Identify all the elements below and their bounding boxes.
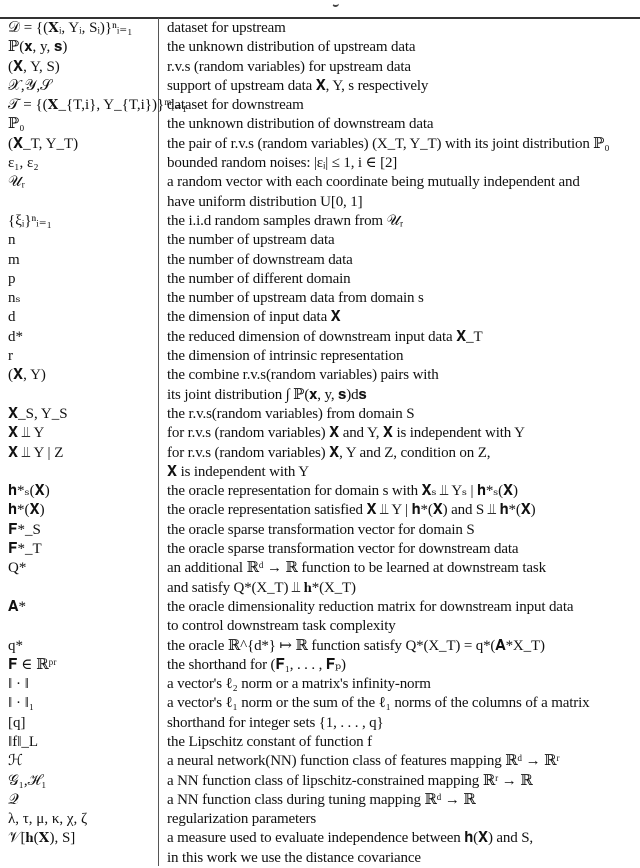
notation-symbol: ℋ	[8, 753, 23, 770]
description-line: an additional ℝᵈ → ℝ function to be learned at downstream task	[167, 560, 546, 577]
notation-table	[0, 19, 640, 868]
notation-symbol: 𝐅*_T	[8, 541, 42, 558]
notation-description	[158, 810, 316, 829]
notation-description	[158, 772, 533, 791]
notation-symbol: 𝐡*ₛ(𝐗)	[8, 483, 50, 500]
description-line: regularization parameters	[167, 811, 317, 828]
table-row	[0, 559, 640, 598]
notation-symbol: 𝐗 ⫫ Y | Z	[8, 444, 64, 461]
notation-description	[158, 598, 573, 637]
description-line: the oracle dimensionality reduction matrix for downstream input data	[167, 598, 574, 615]
description-line: a random vector with each coordinate being mutually independent and	[167, 174, 580, 191]
description-line: to control downstream task complexity	[167, 618, 396, 635]
notation-description	[158, 501, 536, 520]
table-row	[0, 115, 640, 134]
description-line: the unknown distribution of downstream data	[167, 116, 434, 133]
notation-symbol: n	[8, 232, 16, 249]
description-line: the dimension of intrinsic representation	[167, 348, 404, 365]
table-row	[0, 752, 640, 771]
table-row	[0, 308, 640, 327]
notation-description	[158, 424, 525, 443]
notation-symbol: 𝒯 = {(𝐗_{T,i}, Y_{T,i})}ᵐᵢ₌₁	[8, 97, 188, 114]
description-line: the number of downstream data	[167, 251, 353, 268]
notation-description	[158, 347, 403, 366]
notation-symbol: d	[8, 309, 16, 326]
notation-description	[158, 270, 351, 289]
notation-description	[158, 231, 335, 250]
description-line: 𝐗 is independent with Y	[167, 463, 309, 480]
notation-symbol: (𝐗_T, Y_T)	[8, 135, 79, 152]
table-row	[0, 733, 640, 752]
table-row	[0, 135, 640, 154]
notation-symbol: 𝐀*	[8, 598, 26, 615]
description-line: dataset for downstream	[167, 97, 304, 114]
notation-description	[158, 521, 475, 540]
table-row	[0, 656, 640, 675]
notation-symbol: ℙ₀	[8, 116, 25, 133]
notation-description	[158, 444, 490, 483]
table-row	[0, 38, 640, 57]
notation-description	[158, 251, 353, 270]
notation-description	[158, 77, 428, 96]
table-row	[0, 501, 640, 520]
notation-symbol: λ, τ, μ, κ, χ, ζ	[8, 811, 88, 828]
notation-description	[158, 289, 424, 308]
table-row	[0, 405, 640, 424]
notation-symbol: ‖ · ‖₁	[8, 695, 35, 712]
notation-symbol: 𝐅 ∈ ℝᵖʳ	[8, 656, 57, 673]
description-line: have uniform distribution U[0, 1]	[167, 193, 363, 210]
notation-symbol: [q]	[8, 714, 26, 731]
notation-symbol: Q*	[8, 560, 27, 577]
description-line: the Lipschitz constant of function f	[167, 733, 372, 750]
notation-description	[158, 405, 414, 424]
notation-description	[158, 38, 415, 57]
notation-description	[158, 328, 482, 347]
table-row	[0, 173, 640, 212]
notation-description	[158, 173, 580, 212]
notation-symbol: r	[8, 348, 13, 365]
notation-description	[158, 637, 545, 656]
notation-description	[158, 733, 372, 752]
description-line: the r.v.s(random variables) from domain S	[167, 405, 415, 422]
notation-symbol: 𝒰ᵣ	[8, 174, 25, 191]
notation-symbol: 𝒟 = {(𝐗ᵢ, Yᵢ, Sᵢ)}ⁿᵢ₌₁	[8, 20, 133, 36]
notation-symbol: nₛ	[8, 290, 21, 307]
table-row	[0, 289, 640, 308]
table-row	[0, 675, 640, 694]
description-line: a NN function class during tuning mapping ℝᵈ → ℝ	[167, 791, 476, 808]
table-row	[0, 829, 640, 868]
table-row	[0, 598, 640, 637]
notation-description	[158, 675, 431, 694]
description-line: the oracle sparse transformation vector for domain S	[167, 521, 475, 538]
notation-description	[158, 58, 411, 77]
table-row	[0, 424, 640, 443]
notation-symbol: 𝒱[𝐡(𝐗), S]	[8, 830, 76, 847]
table-row	[0, 77, 640, 96]
notation-symbol: p	[8, 270, 16, 287]
table-row	[0, 231, 640, 250]
notation-description	[158, 559, 546, 598]
description-line: in this work we use the distance covariance	[167, 849, 421, 866]
description-line: the number of different domain	[167, 270, 351, 287]
description-line: bounded random noises: |εᵢ| ≤ 1, i ∈ [2]	[167, 155, 398, 172]
notation-description	[158, 714, 384, 733]
notation-description	[158, 96, 304, 115]
notation-description	[158, 694, 589, 713]
notation-description	[158, 656, 346, 675]
notation-description	[158, 540, 518, 559]
notation-description	[158, 212, 403, 231]
description-line: the combine r.v.s(random variables) pairs with	[167, 367, 439, 384]
description-line: the dimension of input data 𝐗	[167, 309, 341, 326]
description-line: the i.i.d random samples drawn from 𝒰ᵣ	[167, 212, 404, 229]
notation-symbol: (𝐗, Y, S)	[8, 58, 60, 75]
notation-symbol: 𝐗 ⫫ Y	[8, 425, 45, 442]
description-line: the unknown distribution of upstream data	[167, 39, 416, 56]
table-row	[0, 444, 640, 483]
notation-symbol: 𝒳,𝒴,𝒮	[8, 77, 52, 94]
notation-description	[158, 308, 341, 327]
notation-symbol: d*	[8, 328, 23, 345]
table-row	[0, 58, 640, 77]
notation-symbol: ε₁, ε₂	[8, 155, 39, 172]
description-line: a NN function class of lipschitz-constrained mapping ℝʳ → ℝ	[167, 772, 533, 789]
notation-description	[158, 752, 559, 771]
notation-symbol: 𝐅*_S	[8, 521, 41, 538]
notation-description	[158, 19, 286, 38]
notation-symbol: ‖ · ‖	[8, 676, 29, 693]
table-row	[0, 270, 640, 289]
description-line: a neural network(NN) function class of features mapping ℝᵈ → ℝʳ	[167, 753, 560, 770]
notation-symbol: ‖f‖_L	[8, 733, 39, 750]
description-line: the oracle ℝ^{d*} ↦ ℝ function satisfy Q*(X_T) = q*(𝐀*X_T)	[167, 637, 545, 654]
description-line: the oracle sparse transformation vector for downstream data	[167, 541, 519, 558]
table-row	[0, 154, 640, 173]
table-row	[0, 19, 640, 38]
table-row	[0, 772, 640, 791]
description-line: dataset for upstream	[167, 20, 286, 36]
notation-symbol: (𝐗, Y)	[8, 367, 46, 384]
table-row	[0, 694, 640, 713]
notation-description	[158, 115, 433, 134]
description-line: the oracle representation satisfied 𝐗 ⫫ Y | 𝐡*(𝐗) and S ⫫ 𝐡*(𝐗)	[167, 502, 536, 519]
description-line: a vector's ℓ₁ norm or the sum of the ℓ₁ norms of the columns of a matrix	[167, 695, 590, 712]
notation-symbol: 𝒢₁,ℋ₁	[8, 772, 47, 789]
notation-description	[158, 829, 533, 868]
description-line: support of upstream data 𝐗, Y, s respectively	[167, 77, 429, 94]
cropped-caption-fragment	[332, 0, 339, 7]
description-line: and satisfy Q*(X_T) ⫫ 𝐡*(X_T)	[167, 579, 356, 596]
table-row	[0, 791, 640, 810]
table-row	[0, 366, 640, 405]
notation-description	[158, 135, 610, 154]
table-row	[0, 637, 640, 656]
table-row	[0, 328, 640, 347]
notation-description	[158, 366, 439, 405]
description-line: for r.v.s (random variables) 𝐗, Y and Z, condition on Z,	[167, 444, 491, 461]
table-row	[0, 347, 640, 366]
table-row	[0, 96, 640, 115]
description-line: shorthand for integer sets {1, . . . , q}	[167, 714, 384, 731]
table-row	[0, 714, 640, 733]
table-row	[0, 521, 640, 540]
description-line: for r.v.s (random variables) 𝐗 and Y, 𝐗 is independent with Y	[167, 425, 525, 442]
notation-description	[158, 791, 476, 810]
description-line: a vector's ℓ₂ norm or a matrix's infinity-norm	[167, 676, 431, 693]
notation-symbol: m	[8, 251, 20, 268]
table-row	[0, 482, 640, 501]
description-line: a measure used to evaluate independence between 𝐡(𝐗) and S,	[167, 830, 534, 847]
description-line: the number of upstream data from domain s	[167, 290, 424, 307]
notation-description	[158, 482, 518, 501]
notation-symbol: q*	[8, 637, 23, 654]
description-line: its joint distribution ∫ ℙ(𝐱, y, 𝐬)d𝐬	[167, 386, 367, 403]
description-line: the number of upstream data	[167, 232, 335, 249]
table-row	[0, 251, 640, 270]
description-line: the oracle representation for domain s with 𝐗ₛ ⫫ Yₛ | 𝐡*ₛ(𝐗)	[167, 483, 518, 500]
notation-symbol: ℙ(𝐱, y, 𝐬)	[8, 39, 68, 56]
notation-description	[158, 154, 397, 173]
notation-symbol: 𝐡*(𝐗)	[8, 502, 45, 519]
table-row	[0, 212, 640, 231]
table-row	[0, 540, 640, 559]
notation-symbol: 𝐗_S, Y_S	[8, 405, 68, 422]
notation-symbol: 𝒬	[8, 791, 19, 808]
description-line: the shorthand for (𝐅₁, . . . , 𝐅ₚ)	[167, 656, 346, 673]
description-line: r.v.s (random variables) for upstream data	[167, 58, 411, 75]
description-line: the pair of r.v.s (random variables) (X_T, Y_T) with its joint distribution ℙ₀	[167, 135, 610, 152]
table-row	[0, 810, 640, 829]
notation-symbol: {ξᵢ}ⁿᵢ₌₁	[8, 212, 52, 229]
description-line: the reduced dimension of downstream input data 𝐗_T	[167, 328, 483, 345]
